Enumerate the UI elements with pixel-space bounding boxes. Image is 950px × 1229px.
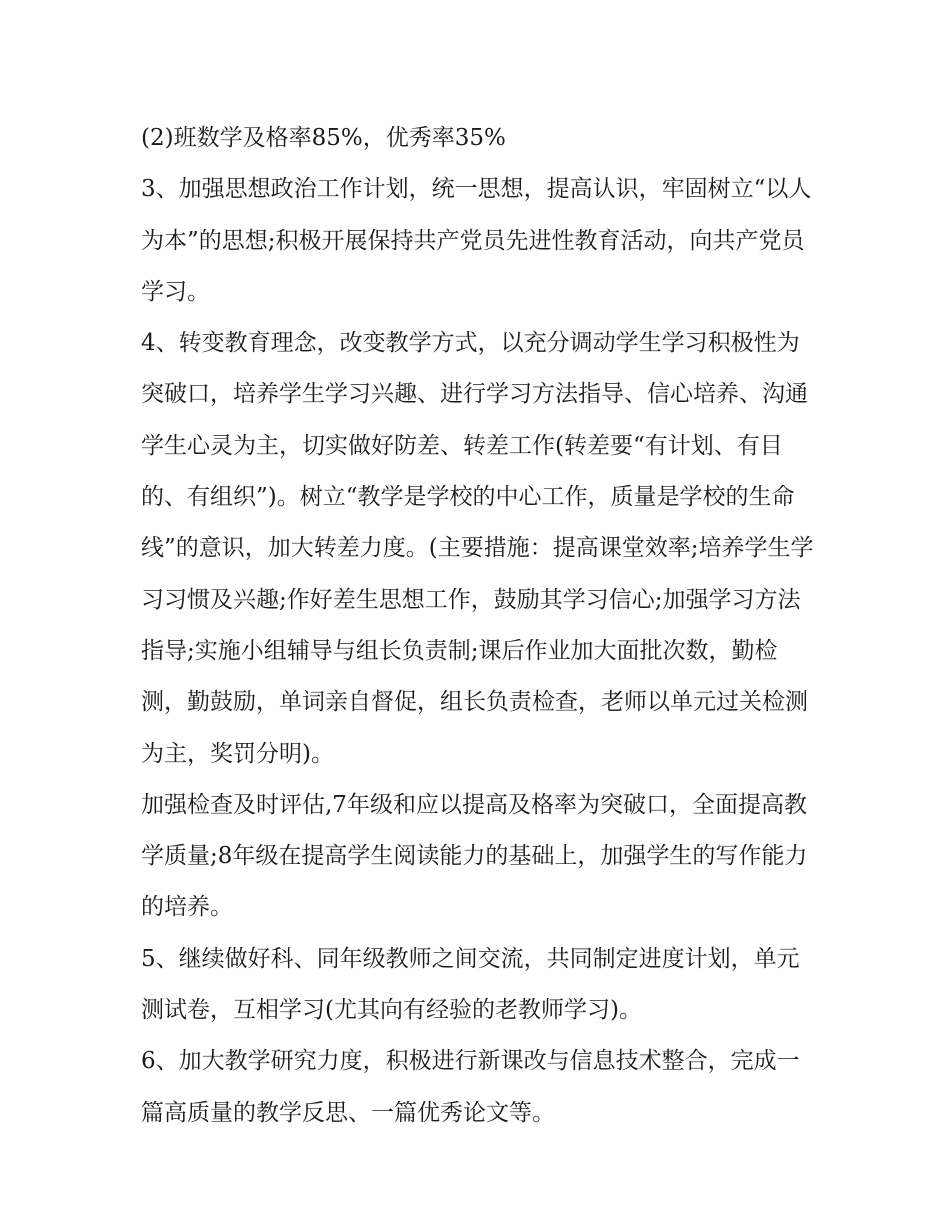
- document-body: [141, 113, 821, 1139]
- paragraph-item-6: 6、加大教学研究力度，积极进行新课改与信息技术整合，完成一篇高质量的教学反思、一篇优秀论文等。: [141, 1048, 800, 1126]
- paragraph-item-3: 3、加强思想政治工作计划，统一思想，提高认识，牢固树立“以人为本”的思想;积极开展保持共产党员先进性教育活动，向共产党员学习。: [141, 176, 812, 305]
- paragraph-pass-rate: (2)班数学及格率85%，优秀率35%: [141, 125, 506, 151]
- paragraph-evaluation: 加强检查及时评估,7年级和应以提高及格率为突破口，全面提高教学质量;8年级在提高学生阅读能力的基础上，加强学生的写作能力的培养。: [141, 791, 808, 921]
- paragraph-item-5: 5、继续做好科、同年级教师之间交流，共同制定进度计划，单元测试卷，互相学习(尤其向有经验的老教师学习)。: [141, 945, 800, 1024]
- paragraph-item-4: 4、转变教育理念，改变教学方式，以充分调动学生学习积极性为突破口，培养学生学习兴趣、进行学习方法指导、信心培养、沟通学生心灵为主，切实做好防差、转差工作(转差要“有计划、有目的、有组织”)。树立“教学是学校的中心工作，质量是学校的生命线”的意识，加大转差力度。(主要措施：提高课堂效率;培养学生学习习惯及兴趣;作好差生思想工作，鼓励其学习信心;加强学习方法指导;实施小组辅导与组长负责制;课后作业加大面批次数，勤检测，勤鼓励，单词亲自督促，组长负责检查，老师以单元过关检测为主，奖罚分明)。: [141, 330, 814, 767]
